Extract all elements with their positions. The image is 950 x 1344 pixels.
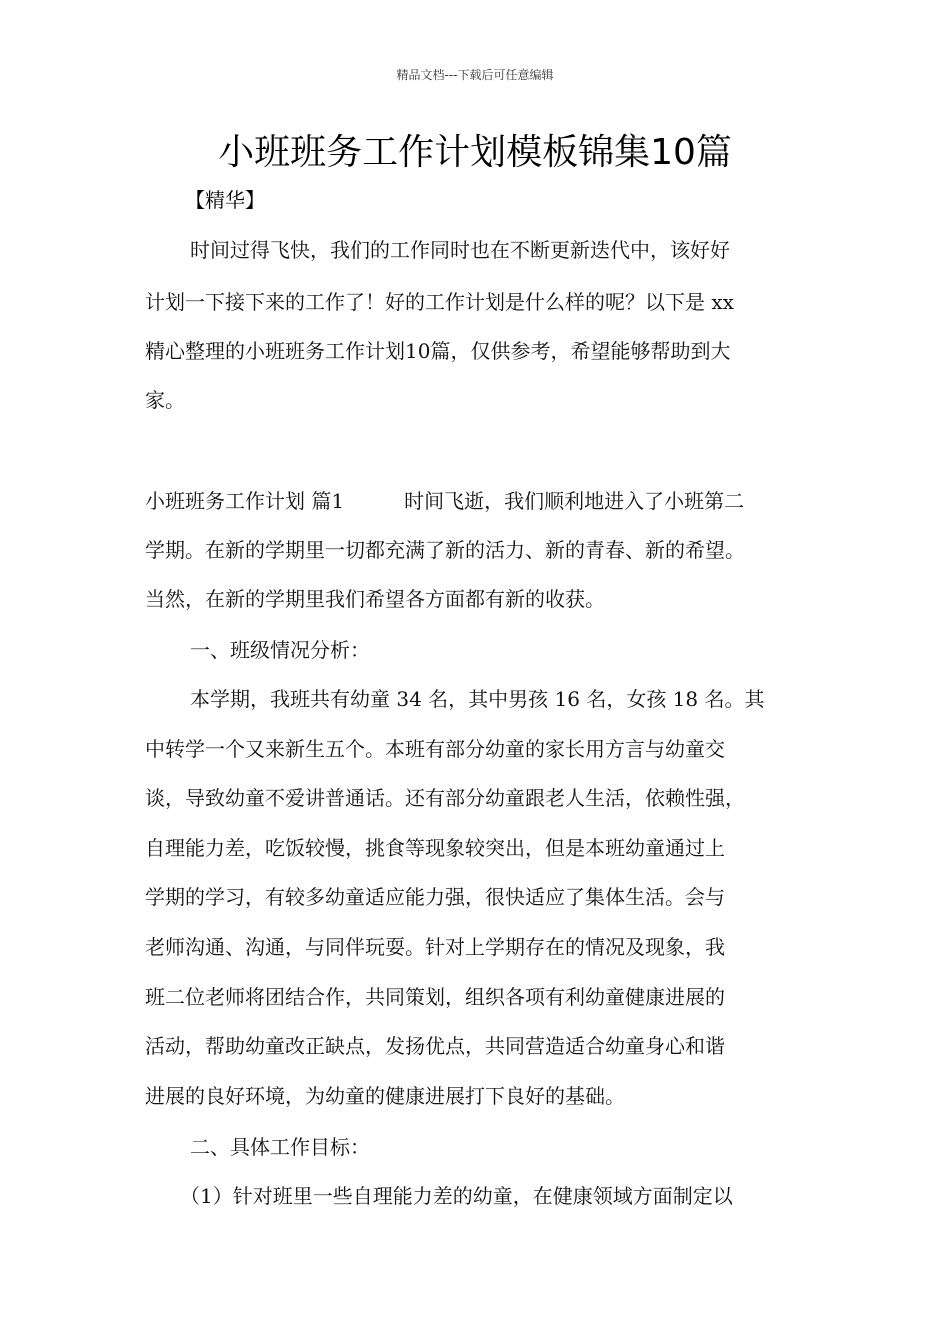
sub-heading: 一、班级情况分析： [190, 638, 370, 662]
paragraph-line: 进展的良好环境，为幼童的健康进展打下良好的基础。 [145, 1084, 625, 1108]
list-item: （1）针对班里一些自理能力差的幼童，在健康领域方面制定以 [180, 1184, 733, 1208]
paragraph-line: 谈，导致幼童不爱讲普通话。还有部分幼童跟老人生活，依赖性强， [145, 786, 745, 810]
section-first-line [145, 486, 825, 516]
intro-line: 时间过得飞快，我们的工作同时也在不断更新迭代中，该好好 [190, 238, 730, 262]
intro-line: 计划一下接下来的工作了！好的工作计划是什么样的呢？以下是 xx [145, 290, 734, 314]
header-note: 精品文档---下载后可任意编辑 [396, 68, 554, 82]
document-title: 小班班务工作计划模板锦集10篇 [218, 132, 732, 173]
sub-heading: 二、具体工作目标： [190, 1135, 370, 1159]
intro-line: 家。 [145, 388, 185, 412]
paragraph-line: 学期。在新的学期里一切都充满了新的活力、新的青春、新的希望。 [145, 538, 745, 562]
paragraph-line: 老师沟通、沟通，与同伴玩耍。针对上学期存在的情况及现象，我 [145, 935, 725, 959]
paragraph-line: 当然，在新的学期里我们希望各方面都有新的收获。 [145, 587, 605, 611]
paragraph-line: 本学期，我班共有幼童 34 名，其中男孩 16 名，女孩 18 名。其 [190, 687, 765, 711]
intro-line: 精心整理的小班班务工作计划10篇，仅供参考，希望能够帮助到大 [145, 339, 731, 363]
section-heading: 小班班务工作计划 篇1 [145, 489, 345, 513]
paragraph-line: 活动，帮助幼童改正缺点，发扬优点，共同营造适合幼童身心和谐 [145, 1034, 725, 1058]
paragraph-line: 学期的学习，有较多幼童适应能力强，很快适应了集体生活。会与 [145, 885, 725, 909]
paragraph-text: 时间飞逝，我们顺利地进入了小班第二 [404, 489, 745, 513]
paragraph-line: 班二位老师将团结合作，共同策划，组织各项有利幼童健康进展的 [145, 985, 725, 1009]
document-subtitle: 【精华】 [185, 188, 265, 212]
paragraph-line: 自理能力差，吃饭较慢，挑食等现象较突出，但是本班幼童通过上 [145, 836, 725, 860]
paragraph-line: 中转学一个又来新生五个。本班有部分幼童的家长用方言与幼童交 [145, 737, 725, 761]
